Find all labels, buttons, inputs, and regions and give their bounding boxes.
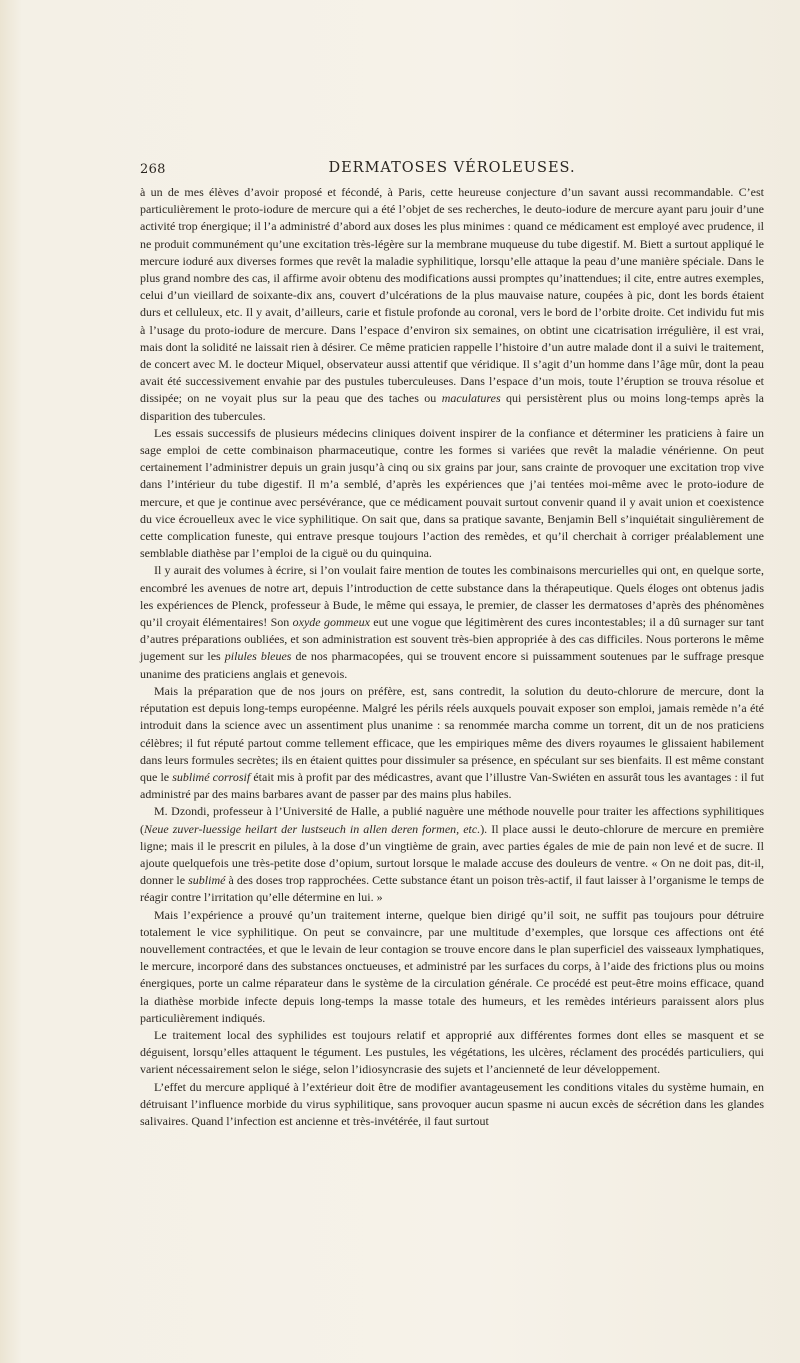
text-run: Mais l’expérience a prouvé qu’un traitement interne, quelque bien dirigé qu’il soit, ne suffit pas toujours pour détruire totalement le vice syphilitique. On peut se convaincre, par une multitude d’exemples, que lorsque ces affections ont été nouvellement contractées, et que le levain de leur contagion se trouve encore dans le plan superficiel des vaisseaux lymphatiques, le mercure, incorporé dans des substances onctueuses, et administré par les surfaces du corps, à l’aide des frictions plus ou moins énergiques, porte un calme réparateur dans le système de la circulation générale. Ce procédé est peut-être moins efficace, quand la diathèse morbide infecte depuis long-temps la masse totale des humeurs, et les remèdes intérieurs paraissent alors plus particulièrement indiqués. [140, 907, 764, 1025]
text-run: était mis à profit par des médicastres, avant que l’illustre Van-Swiéten en assurât tous les avantages : il fut administré par des mains barbares avant de passer par des mains plus habiles. [140, 769, 765, 802]
text-run: Le traitement local des syphilides est toujours relatif et approprié aux différentes formes dont elles se masquent et se déguisent, lorsqu’elles attaquent le tégument. Les pustules, les végétations, les ulcères, réclament des procédés particuliers, qui varient nécessairement selon le siége, selon l’idiosyncrasie des sujets et l’ancienneté de leur développement. [140, 1027, 764, 1077]
page-header [140, 160, 764, 180]
italic-text: pilules bleues [224, 649, 292, 664]
paragraph [140, 803, 764, 906]
italic-text: oxyde gommeux [292, 615, 370, 630]
italic-text: sublimé corrosif [172, 769, 251, 784]
text-run: L’effet du mercure appliqué à l’extérieur doit être de modifier avantageusement les conditions vitales du système humain, en détruisant l’influence morbide du virus syphilitique, sans provoquer aucun spasme ni aucun excès de sécrétion dans les glandes salivaires. Quand l’infection est ancienne et très-invétérée, il faut surtout [140, 1079, 764, 1128]
text-run: Il y aurait des volumes à écrire, si l’on voulait faire mention de toutes les combinaisons mercurielles qui ont, en quelque sorte, encombré les avenues de notre art, depuis l’introduction de cette substance dans la thérapeutique. Quels éloges ont obtenus jadis les expériences de Plenck, professeur à Bude, le même qui essaya, le premier, de classer les dermatoses d’après des phénomènes qu’il croyait élémentaires! Son [140, 563, 764, 630]
paragraph [140, 1027, 764, 1079]
text-run: M. Dzondi, professeur à l’Université de Halle, a publié naguère une méthode nouvelle pour traiter les affections syphilitiques ( [140, 804, 764, 836]
paragraph [140, 562, 764, 682]
text-run: à un de mes élèves d’avoir proposé et fécondé, à Paris, cette heureuse conjecture d’un savant aussi recommandable. C’est particulièrement le proto-iodure de mercure qui a été l’objet de ses recherches, le deuto-iodure de mercure ayant paru jouir d’une activité trop énergique; il l’a administré d’abord aux doses les plus minimes : quand ce médicament est employé avec prudence, il ne produit communément qu’une excitation très-légère sur la membrane muqueuse du tube digestif. M. Biett a surtout appliqué le mercure ioduré aux diverses formes que revêt la maladie syphilitique, lorsqu’elle attaque la peau d’une manière spéciale. Dans le plus grand nombre des cas, il affirme avoir obtenu des modifications aussi promptes qu’inattendues; il cite, entre autres exemples, celui d’un vieillard de soixante-dix ans, couvert d’ulcérations de la plus mauvaise nature, coupées à pic, dont les bords étaient durs et celluleux, etc. Il y avait, d’ailleurs, carie et fistule profonde au coronal, vers le bord de l’orbite droite. Cet individu fut mis à l’usage du proto-iodure de mercure. Dans l’espace d’environ six semaines, on obtint une cicatrisation irrégulière, il est vrai, mais dont la solidité ne laissait rien à désirer. Ce même praticien rappelle l’histoire d’un autre malade dont il a suivi le traitement, de concert avec M. le docteur Miquel, observateur aussi attentif que véridique. Il s’agit d’un homme dans l’âge mûr, dont la peau avait été successivement envahie par des pustules tuberculeuses. Dans l’espace d’un mois, toute l’éruption se trouva résolue et dissipée; on ne voyait plus sur la peau que des taches ou [140, 185, 764, 406]
page-number: 268 [140, 162, 166, 177]
paragraph [140, 683, 764, 803]
text-run: Les essais successifs de plusieurs médecins cliniques doivent inspirer de la confiance et déterminer les praticiens à faire un sage emploi de cette combinaison pharmaceutique, contre les formes si variées que revêt la maladie vénérienne. On peut certainement l’administrer depuis un grain jusqu’à cinq ou six grains par jour, sans crainte de provoquer une excitation trop vive dans l’intérieur du tube digestif. Il m’a semblé, d’après les expériences que j’ai tentées moi-même avec le proto-iodure de mercure, et que je continue avec persévérance, que ce médicament pouvait surtout convenir quand il y avait union et coexistence du vice écrouelleux avec le vice syphilitique. On sait que, dans sa pratique savante, Benjamin Bell s’inquiétait singulièrement de cette complication funeste, qui entrave presque toujours l’action des remèdes, et qu’il cherchait à corriger préalablement une semblable diathèse par l’emploi de la ciguë ou du quinquina. [140, 425, 764, 561]
text-run: de nos pharmacopées, qui se trouvent encore si puissamment soutenues par le suffrage presque unanime des praticiens anglais et genevois. [140, 649, 765, 681]
text-run: Mais la préparation que de nos jours on préfère, est, sans contredit, la solution du deuto-chlorure de mercure, dont la réputation est depuis long-temps européenne. Malgré les périls réels auxquels pouvait exposer son emploi, jamais remède n’a été introduit dans la science avec un assentiment plus unanime : sa renommée marcha comme un torrent, dit un de nos praticiens célèbres; il fut réputé partout comme tellement efficace, que les empiriques même des divers royaumes le glissaient habilement dans leurs formules secrètes; ils en étaient quittes pour dissimuler sa présence, en spéculant sur ses bienfaits. Il est même constant que le [140, 683, 764, 784]
text-run: ). Il place aussi le deuto-chlorure de mercure en première ligne; mais il le prescrit en pilules, à la dose d’un vingtième de grain, avec parties égales de mie de pain non levé et de sucre. Il ajoute quelquefois une très-petite dose d’opium, surtout lorsque le malade accuse des douleurs de ventre. « On ne doit pas, dit-il, donner le [140, 821, 764, 888]
text-run: à des doses trop rapprochées. Cette substance étant un poison très-actif, il faut laisser à l’organisme le temps de réagir contre l’irritation qu’elle détermine en lui. » [140, 873, 765, 905]
italic-text: maculatures [441, 391, 501, 406]
paragraph [140, 1079, 764, 1131]
body-text [140, 184, 764, 1130]
paragraph [140, 184, 764, 425]
text-run: qui persistèrent plus ou moins long-temps après la disparition des tubercules. [140, 391, 764, 423]
italic-text: Neue zuver-luessige heilart der lustseuch in allen deren formen, etc. [144, 821, 481, 836]
text-run: eut une vogue que légitimèrent des cures incontestables; il a dû surnager sur tant d’autres préparations oubliées, et son administration est souvent très-bien appropriée à des cas difficiles. Nous porterons le même jugement sur les [140, 615, 764, 664]
italic-text: sublimé [188, 873, 226, 888]
paragraph [140, 907, 764, 1027]
running-title: DERMATOSES VÉROLEUSES. [328, 160, 576, 176]
paragraph [140, 425, 764, 563]
